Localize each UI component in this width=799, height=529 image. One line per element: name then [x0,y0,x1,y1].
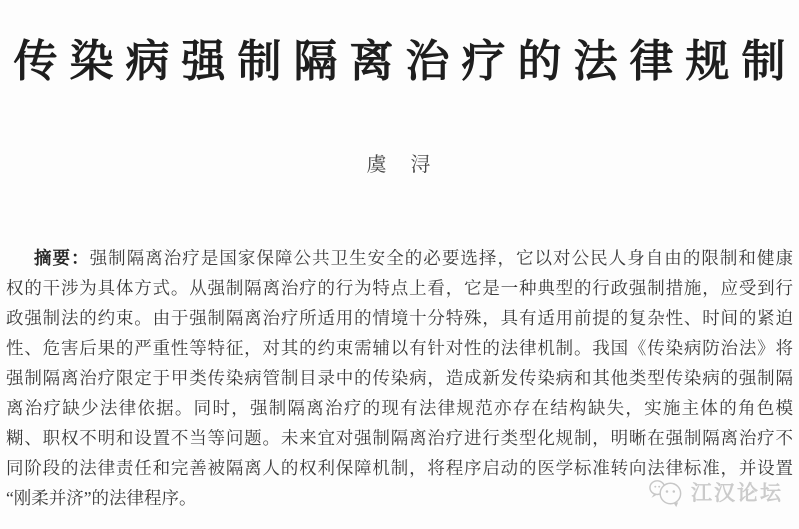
abstract-line: 糊、职权不明和设置不当等问题。未来宜对强制隔离治疗进行类型化规制，明晰在强制隔离治疗不 [6,428,793,448]
abstract-line: 性、危害后果的严重性等特征，对其的约束需辅以有针对性的法律机制。我国《传染病防治法》将 [6,338,793,358]
abstract-line: 强制隔离治疗限定于甲类传染病管制目录中的传染病，造成新发传染病和其他类型传染病的强制隔 [6,368,793,388]
abstract-line-text: 强制隔离治疗是国家保障公共卫生安全的必要选择，它以对公民人身自由的限制和健康 [89,248,793,268]
abstract-line: 同阶段的法律责任和完善被隔离人的权利保障机制，将程序启动的医学标准转向法律标准，并设置 [6,458,793,478]
abstract-section [6,243,793,513]
abstract-line: 政强制法的约束。由于强制隔离治疗所适用的情境十分特殊，具有适用前提的复杂性、时间的紧迫 [6,308,793,328]
abstract-label: 摘要： [34,248,90,268]
abstract-line: “刚柔并济”的法律程序。 [6,488,197,508]
abstract-line: 权的干涉为具体方式。从强制隔离治疗的行为特点上看，它是一种典型的行政强制措施，应受到行 [6,278,793,298]
author-name: 虞 浔 [366,154,433,176]
wechat-logo-icon [648,478,685,508]
article-title: 传染病强制隔离治疗的法律规制 [13,37,798,86]
watermark [648,478,783,508]
watermark-text: 江汉论坛 [691,481,783,505]
abstract-line [6,243,793,273]
abstract-line: 离治疗缺少法律依据。同时，强制隔离治疗的现有法律规范亦存在结构缺失，实施主体的角色模 [6,398,793,418]
